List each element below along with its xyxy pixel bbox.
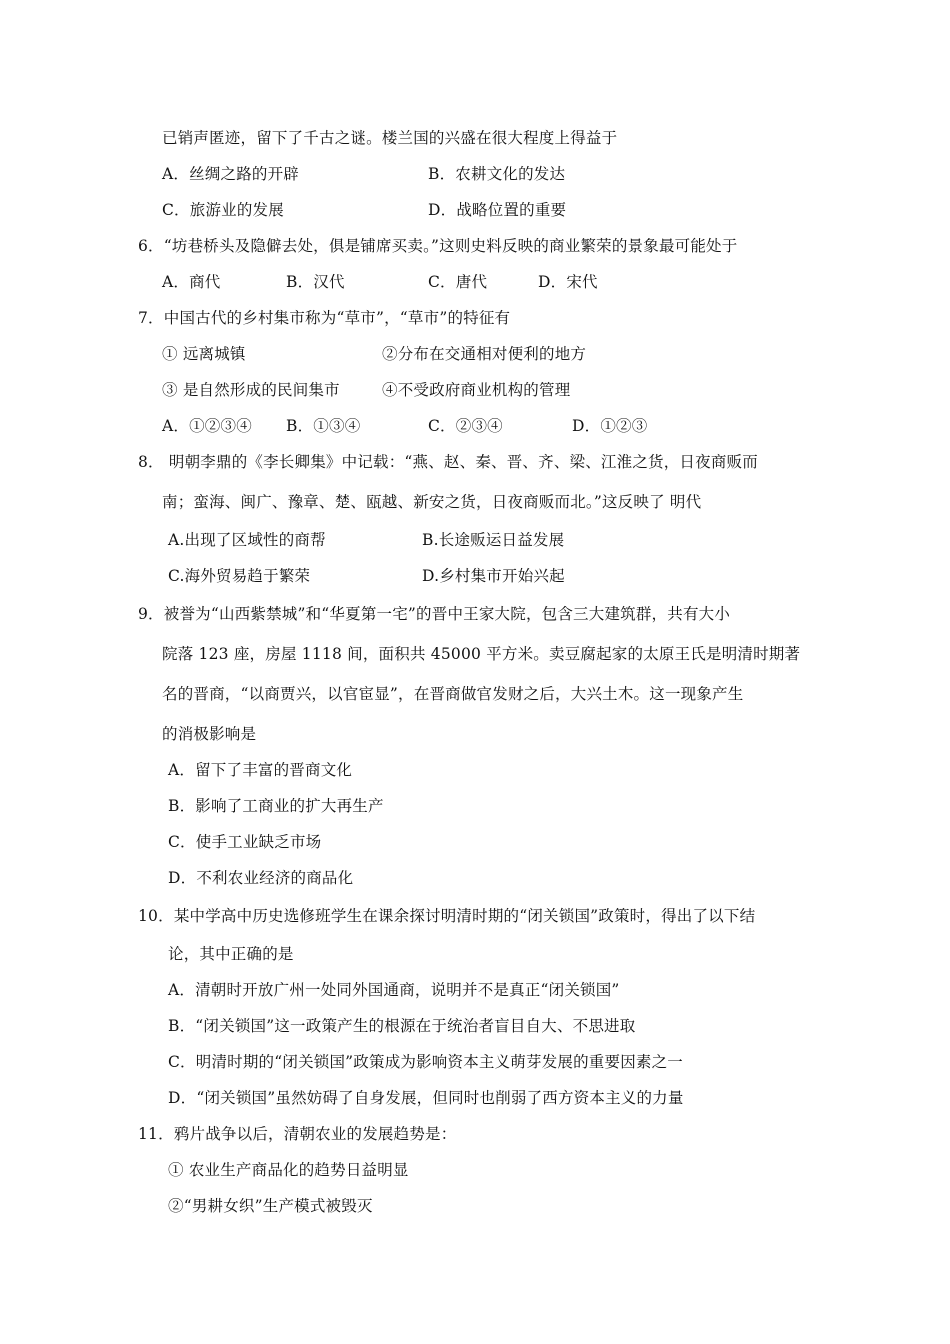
q9-stem-line-1: 9．被誉为“山西紫禁城”和“华夏第一宅”的晋中王家大院，包含三大建筑群，共有大小 — [138, 605, 731, 623]
q7-statement-4: ④不受政府商业机构的管理 — [382, 381, 571, 399]
q6-option-d: D．宋代 — [538, 273, 598, 291]
q9-stem-line-3: 名的晋商，“以商贾兴，以官宦显”，在晋商做官发财之后，大兴土木。这一现象产生 — [162, 685, 744, 703]
q11-statement-1: ① 农业生产商品化的趋势日益明显 — [168, 1161, 409, 1179]
q7-statement-1: ① 远离城镇 — [162, 345, 246, 363]
q8-option-d: D.乡村集市开始兴起 — [422, 567, 565, 585]
q5-option-b: B．农耕文化的发达 — [428, 165, 566, 183]
q5-option-c: C．旅游业的发展 — [162, 201, 284, 219]
q11-stem: 11．鸦片战争以后，清朝农业的发展趋势是： — [138, 1125, 457, 1143]
q10-option-a: A．清朝时开放广州一处同外国通商，说明并不是真正“闭关锁国” — [168, 981, 620, 999]
q9-option-a: A．留下了丰富的晋商文化 — [168, 761, 353, 779]
q10-stem-line-1: 10．某中学高中历史选修班学生在课余探讨明清时期的“闭关锁国”政策时，得出了以下结 — [138, 907, 756, 925]
q10-option-b: B．“闭关锁国”这一政策产生的根源在于统治者盲目自大、不思进取 — [168, 1017, 636, 1035]
q5-stem-continuation: 已销声匿迹，留下了千古之谜。楼兰国的兴盛在很大程度上得益于 — [162, 129, 618, 147]
q9-stem-line-2: 院落 123 座，房屋 1118 间，面积共 45000 平方米。卖豆腐起家的太原王氏是明清时期著 — [162, 645, 801, 663]
q9-option-d: D．不利农业经济的商品化 — [168, 869, 354, 887]
q9-option-c: C．使手工业缺乏市场 — [168, 833, 322, 851]
q8-option-a: A.出现了区域性的商帮 — [168, 531, 326, 549]
q10-option-c: C．明清时期的“闭关锁国”政策成为影响资本主义萌芽发展的重要因素之一 — [168, 1053, 684, 1071]
q8-option-c: C.海外贸易趋于繁荣 — [168, 567, 311, 585]
q8-option-b: B.长途贩运日益发展 — [422, 531, 565, 549]
q7-option-c: C．②③④ — [428, 417, 503, 435]
q6-option-c: C．唐代 — [428, 273, 488, 291]
q7-option-b: B．①③④ — [286, 417, 361, 435]
q6-option-a: A．商代 — [162, 273, 221, 291]
q11-statement-2: ②“男耕女织”生产模式被毁灭 — [168, 1197, 373, 1215]
q5-option-d: D．战略位置的重要 — [428, 201, 567, 219]
q10-stem-line-2: 论，其中正确的是 — [168, 945, 294, 963]
q10-option-d: D．“闭关锁国”虽然妨碍了自身发展，但同时也削弱了西方资本主义的力量 — [168, 1089, 684, 1107]
q9-option-b: B．影响了工商业的扩大再生产 — [168, 797, 384, 815]
q6-stem: 6．“坊巷桥头及隐僻去处，俱是铺席买卖。”这则史料反映的商业繁荣的景象最可能处于 — [138, 237, 738, 255]
q7-statement-3: ③ 是自然形成的民间集市 — [162, 381, 340, 399]
q7-statement-2: ②分布在交通相对便利的地方 — [382, 345, 587, 363]
q7-option-d: D．①②③ — [572, 417, 648, 435]
q9-stem-line-4: 的消极影响是 — [162, 725, 257, 743]
q5-option-a: A．丝绸之路的开辟 — [162, 165, 299, 183]
q7-stem: 7．中国古代的乡村集市称为“草市”，“草市”的特征有 — [138, 309, 511, 327]
q6-option-b: B．汉代 — [286, 273, 345, 291]
q7-option-a: A．①②③④ — [162, 417, 252, 435]
q8-stem-line-2: 南；蛮海、闽广、豫章、楚、瓯越、新安之货，日夜商贩而北。”这反映了 明代 — [162, 493, 702, 511]
q8-stem-line-1: 8． 明朝李鼎的《李长卿集》中记载：“燕、赵、秦、晋、齐、梁、江淮之货，日夜商贩而 — [138, 453, 758, 471]
